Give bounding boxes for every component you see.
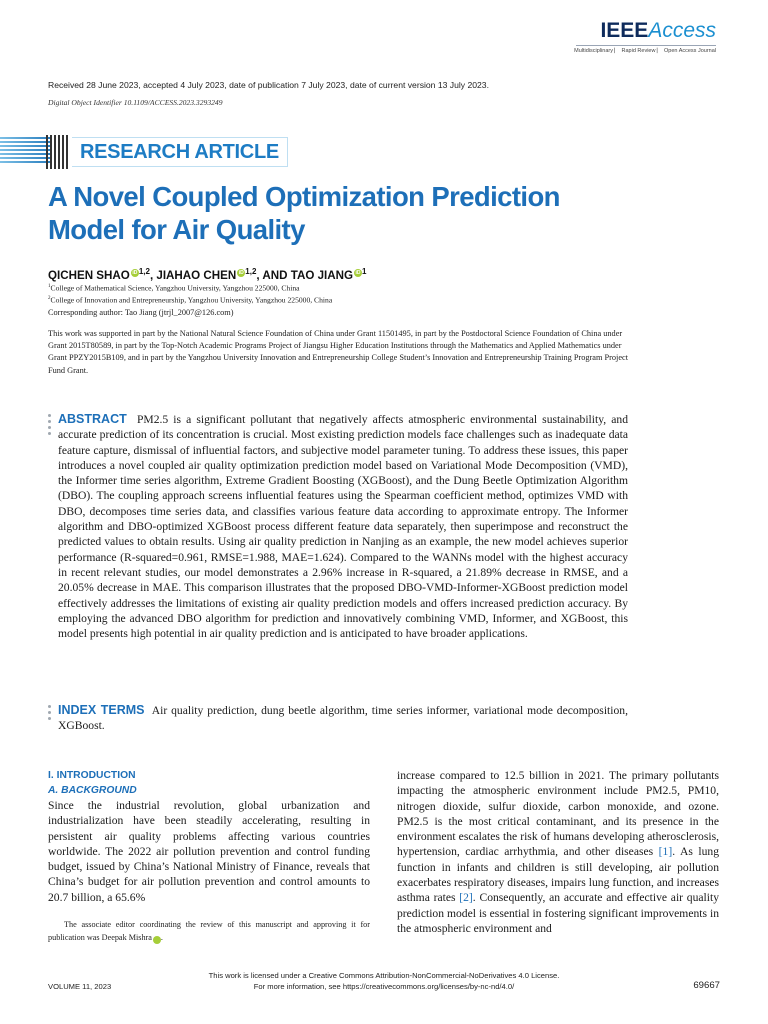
journal-logo: [516, 20, 716, 55]
author-name: JIAHAO CHEN: [156, 268, 237, 282]
subsection-heading: A. BACKGROUND: [48, 785, 137, 796]
citation-link[interactable]: [1]: [658, 845, 673, 859]
license-line: This work is licensed under a Creative Commons Attribution-NonCommercial-NoDerivatives 4.0 License.: [208, 971, 560, 980]
orcid-icon[interactable]: iD: [355, 270, 361, 276]
orcid-icon[interactable]: iD: [238, 270, 244, 276]
author-list: QICHEN SHAO iD $^{1,2}$, JIAHAO CHEN iD $^{1,2}$, AND TAO JIANG iD $^1$: [48, 267, 367, 282]
received-dates: Received 28 June 2023, accepted 4 July 2023, date of publication 7 July 2023, date of current version 13 July 2023.: [48, 80, 489, 90]
abstract-marker: [48, 414, 51, 438]
affiliation-number: 2: [48, 295, 51, 301]
editor-note: The associate editor coordinating the review of this manuscript and approving it for publication was Deepak Mishra iD.: [48, 920, 370, 942]
corresponding-author: Corresponding author: Tao Jiang (jtrjl_2007@126.com): [48, 308, 234, 317]
body-text: . Consequently, an accurate and effective air quality prediction model is essential in fostering significant improvements in the atmospheric environment and: [397, 891, 719, 935]
index-terms-marker: [48, 705, 51, 723]
author-name: QICHEN SHAO: [48, 268, 130, 282]
paper-title: [48, 180, 648, 246]
affiliation-item: [48, 294, 332, 306]
section-heading: I. INTRODUCTION: [48, 770, 136, 781]
abstract-text: PM2.5 is a significant pollutant that negatively affects atmospheric environmental sustainability, and accurate prediction of its concentration is crucial. Most existing prediction models face challenges such as inadequate data feature capture, dismissal of influential factors, and subjective model parameter tuning. To address these issues, this paper introduces a novel coupled air quality optimization prediction model based on Variational Mode Decomposition (VMD), the Informer time series algorithm, Extreme Gradient Boosting (XGBoost), and the Dung Beetle Optimization Algorithm (DBO). The coupling approach screens influential features using the Spearman coefficient method, optimizes VMD with DBO, decomposes time series data, and classifies various feature data according to approximate entropy. The Informer algorithm and DBO-optimized XGBoost process different feature data separately, then superimpose and reconstruct the predicted values to obtain results. Using air quality prediction in Nanjing as an example, the new model achieves superior performance (R-squared=0.961, RMSE=1.988, MAE=1.624). Compared to the WANNs model with the highest accuracy in recent relevant studies, our model demonstrates a 2.96% increase in R-squared, a 21.89% decrease in RMSE, and a 20.05% decrease in MAE. This comparison illustrates that the proposed DBO-VMD-Informer-XGBoost prediction model effectively addresses the limitations of existing air quality prediction models and offers increased prediction accuracy. By employing the advanced DBO algorithm for prediction and innovatively combining VMD, Informer, and XGBoost, this model presents high potential in air quality prediction and is anticipated to have broader applications.: [58, 413, 628, 641]
orcid-icon[interactable]: iD: [153, 936, 161, 944]
logo-ieee: IEEE: [600, 19, 649, 42]
license-link[interactable]: For more information, see https://creativecommons.org/licenses/by-nc-nd/4.0/: [253, 981, 515, 991]
body-paragraph: [397, 768, 719, 936]
orcid-icon[interactable]: iD: [132, 270, 138, 276]
page-number: 69667: [693, 980, 720, 991]
abstract: [58, 412, 628, 641]
abstract-label: ABSTRACT: [58, 412, 127, 426]
affiliation-item: [48, 282, 332, 294]
doi: Digital Object Identifier 10.1109/ACCESS.2023.3293249: [48, 98, 223, 107]
body-text: . As lung function in infants and children is still developing, air pollution exacerbates respiratory diseases, impairs lung function, and increases asthma rates: [397, 845, 719, 905]
title-line-2: Model for Air Quality: [48, 214, 305, 245]
volume-label: VOLUME 11, 2023: [48, 982, 112, 991]
banner-bars: [46, 135, 70, 169]
author-name: AND TAO JIANG: [262, 268, 354, 282]
affiliation-text: College of Innovation and Entrepreneurship, Yangzhou University, Yangzhou 225000, China: [50, 295, 333, 305]
column-right: [397, 768, 719, 936]
author-affil: 1,2: [138, 267, 150, 276]
title-line-1: A Novel Coupled Optimization Prediction: [48, 181, 560, 212]
logo-divider: [576, 45, 716, 46]
index-terms: [58, 703, 628, 734]
author-affil: 1,2: [245, 267, 257, 276]
editor-note-text: The associate editor coordinating the review of this manuscript and approving it for publication was Deepak Mishra: [48, 920, 370, 942]
license-notice: [0, 971, 768, 992]
author-affil: 1: [362, 267, 367, 276]
logo-tagline: Multidisciplinary ⎸ Rapid Review ⎸ Open Access Journal: [574, 48, 716, 54]
article-type-label: RESEARCH ARTICLE: [80, 141, 279, 163]
index-terms-text: Air quality prediction, dung beetle algorithm, time series informer, variational mode decomposition, XGBoost.: [58, 704, 628, 733]
body-text: increase compared to 12.5 billion in 2021. The primary pollutants impacting the atmospheric environment include PM2.5, PM10, nitrogen dioxide, sulfur dioxide, carbon monoxide, and ozone. PM2.5 is the most critical contaminant, and its presence in the environment escalates the risk of humans developing atherosclerosis, hypertension, cardiac arrhythmia, and other diseases: [397, 769, 719, 859]
logo-access: Access: [648, 19, 716, 42]
index-terms-label: INDEX TERMS: [58, 703, 145, 717]
body-paragraph: Since the industrial revolution, global urbanization and industrialization have been steadily accelerating, resulting in persistent air quality problems affecting various countries worldwide. The 2022 air pollution prevention and control funding budget, issued by China’s National Ministry of Finance, reveals that China’s budget for air pollution prevention and control amounts to 20.7 billion, a 65.6%: [48, 799, 370, 904]
banner-tag: [72, 137, 288, 167]
article-type-banner: [0, 133, 300, 173]
affiliation-text: College of Mathematical Science, Yangzhou University, Yangzhou 225000, China: [50, 283, 300, 293]
banner-stripes: [0, 137, 50, 167]
citation-link[interactable]: [2]: [459, 891, 473, 905]
affiliations: [48, 282, 332, 305]
affiliation-number: 1: [48, 284, 51, 289]
column-left: [48, 768, 370, 944]
funding-statement: This work was supported in part by the National Natural Science Foundation of China under Grant 11501495, in part by the Postdoctoral Science Foundation of China under Grant 2015T80589, in part by the Top-Notch Academic Programs Project of Jiangsu Higher Education Institutions through the Mathematics and Applied Mathematics under Grant PPZY2015B109, and in part by the Yangzhou University Innovation and Entrepreneurship College Student’s Innovation and Entrepreneurship Training Program Project Fund Grant.: [48, 329, 629, 375]
